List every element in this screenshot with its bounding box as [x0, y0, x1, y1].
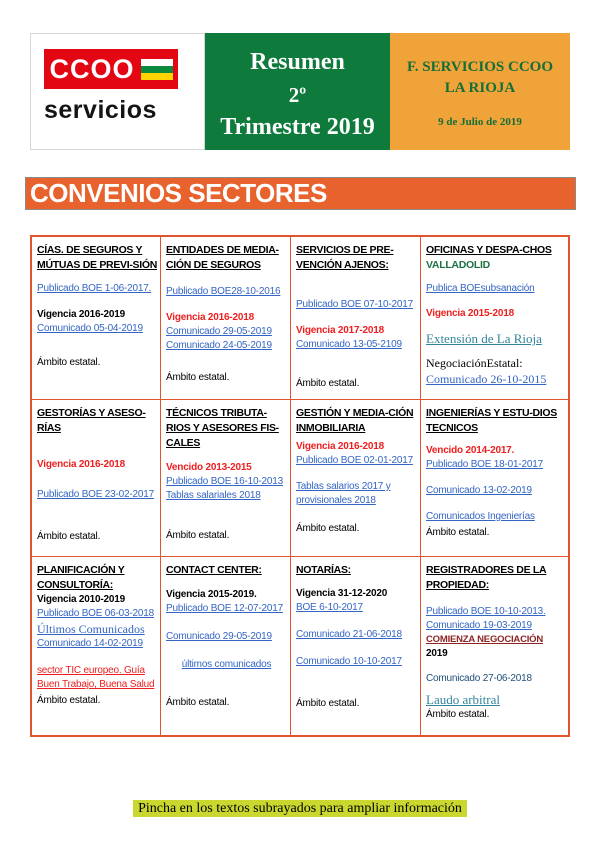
spacer	[426, 436, 565, 444]
convenio-link[interactable]: Publicado BOE 18-01-2017	[426, 459, 543, 470]
ambito-label: Ámbito estatal.	[296, 523, 360, 534]
sector-heading: GESTORÍAS Y ASESO-RÍAS	[37, 407, 146, 434]
vigencia-status: Vencido 2013-2015	[166, 462, 252, 473]
ccoo-logo	[44, 49, 178, 89]
spacer	[37, 336, 157, 356]
spacer	[166, 616, 287, 630]
la-rioja-flag-icon	[141, 56, 173, 82]
sector-cell-contact-center	[161, 557, 291, 735]
spacer	[166, 299, 287, 311]
spacer	[426, 273, 565, 282]
sector-cell-ingenierias-estudios-tecnicos	[421, 400, 568, 557]
vigencia-text: Vigencia 2016-2019	[37, 309, 125, 320]
spacer	[37, 502, 157, 530]
sector-heading: CÍAS. DE SEGUROS Y MÚTUAS DE PREVI-SIÓN	[37, 244, 158, 271]
convenio-link[interactable]: Comunicado 13-05-2109	[296, 339, 402, 350]
spacer	[166, 353, 287, 371]
spacer	[166, 273, 287, 285]
sector-cell-registradores-propiedad	[421, 557, 568, 735]
ambito-label: Ámbito estatal.	[37, 695, 101, 706]
negociacion-label: NegociaciónEstatal:	[426, 356, 523, 370]
sector-cell-gestion-mediacion-inmobiliaria	[291, 400, 421, 557]
sector-heading-text: OFICINAS Y DESPA-CHOS	[426, 244, 552, 256]
convenio-link[interactable]: subsanación	[480, 283, 535, 294]
convenio-link[interactable]: Publicado BOE 23-02-2017	[37, 489, 154, 500]
spacer	[37, 436, 157, 458]
sector-cell-gestorias-asesorias	[32, 400, 161, 557]
org-name-line: LA RIOJA	[444, 80, 516, 96]
sector-cell-planificacion-consultoria	[32, 557, 161, 735]
sector-cell-oficinas-despachos	[421, 237, 568, 400]
ambito-label: Ámbito estatal.	[426, 527, 490, 538]
spacer	[37, 273, 157, 282]
spacer	[296, 669, 417, 697]
ambito-label: Ámbito estatal.	[166, 372, 230, 383]
convenio-link[interactable]: Comunicado 05-04-2019	[37, 323, 143, 334]
spacer	[426, 347, 565, 356]
convenio-link[interactable]: Comunicado 26-10-2015	[426, 372, 547, 386]
spacer	[166, 672, 287, 696]
sector-heading: SERVICIOS DE PRE-VENCIÓN AJENOS:	[296, 244, 394, 271]
sector-cell-cias-seguros	[32, 237, 161, 400]
convenio-link[interactable]: Últimos Comunicados	[37, 622, 145, 636]
ambito-label: Ámbito estatal.	[166, 697, 230, 708]
sector-heading: GESTIÓN Y MEDIA-CIÓN INMOBILIARIA	[296, 407, 414, 434]
footer	[0, 801, 600, 817]
vigencia-text: Vigencia 2015-2019.	[166, 589, 257, 600]
spacer	[426, 661, 565, 672]
header-summary-box	[205, 33, 390, 150]
cell-text: 2019	[426, 648, 448, 659]
convenio-link[interactable]: BOE 6-10-2017	[296, 602, 363, 613]
ambito-label: Ámbito estatal.	[296, 698, 360, 709]
convenio-link[interactable]: Publicado BOE 10-10-2013.	[426, 606, 546, 617]
ambito-label: Ámbito estatal.	[166, 530, 230, 541]
vigencia-status: Vigencia 2016-2018	[166, 312, 254, 323]
vigencia-status: Vigencia 2015-2018	[426, 308, 514, 319]
convenio-link[interactable]: Publicado BOE 16-10-2013	[166, 476, 283, 487]
vigencia-status: Vigencia 2016-2018	[296, 441, 384, 452]
table-row	[32, 400, 568, 557]
spacer	[296, 312, 417, 324]
sector-location-label: VALLADOLID	[426, 259, 490, 271]
ambito-label: Ámbito estatal.	[296, 378, 360, 389]
spacer	[296, 352, 417, 377]
ccoo-logo-text: CCOO	[49, 53, 135, 84]
sector-heading: TÉCNICOS TRIBUTA-RIOS Y ASESORES FIS-CALES	[166, 407, 279, 449]
sector-cell-entidades-mediacion-seguros	[161, 237, 291, 400]
spacer	[296, 273, 417, 298]
table-row	[32, 557, 568, 735]
convenio-link[interactable]: Comunicado 13-02-2019	[426, 485, 532, 496]
sector-cell-servicios-prevencion-ajenos	[291, 237, 421, 400]
sector-heading	[426, 243, 565, 273]
ccoo-logo-subtitle: servicios	[44, 96, 157, 124]
ambito-label[interactable]	[426, 633, 565, 661]
vigencia-status: Vigencia 2017-2018	[296, 325, 384, 336]
spacer	[426, 593, 565, 605]
spacer	[166, 503, 287, 529]
spacer	[296, 468, 417, 480]
convenio-link[interactable]: últimos comunicados	[181, 659, 272, 670]
convenio-link[interactable]: Publicado BOE 07-10-2017	[296, 299, 413, 310]
convenio-link[interactable]: Publicado BOE 12-07-2017	[166, 603, 283, 614]
convenio-link[interactable]: Publicado BOE 02-01-2017	[296, 455, 413, 466]
sector-heading: CONTACT CENTER:	[166, 564, 262, 576]
convenio-link[interactable]: COMIENZA NEGOCIACIÓN	[426, 634, 544, 645]
convenio-link[interactable]: Laudo arbitral	[426, 692, 500, 707]
summary-line: 2º	[288, 83, 307, 107]
convenio-link[interactable]: Publica BOE	[426, 283, 481, 294]
footer-note: Pincha en los textos subrayados para ampliar información	[133, 800, 467, 817]
sector-heading: INGENIERÍAS Y ESTU-DIOS TECNICOS	[426, 407, 557, 434]
sector-heading: ENTIDADES DE MEDIA-CIÓN DE SEGUROS	[166, 244, 279, 271]
vigencia-text: Vigencia 2010-2019	[37, 594, 125, 605]
convenio-link[interactable]: Comunicado 10-10-2017	[296, 656, 402, 667]
convenio-link[interactable]: Comunicado 14-02-2019	[37, 638, 143, 649]
vigencia-text: Vigencia 31-12-2020	[296, 588, 388, 599]
spacer	[166, 451, 287, 461]
spacer	[426, 296, 565, 307]
vigencia-status: Vigencia 2016-2018	[37, 459, 125, 470]
table-row	[32, 237, 568, 400]
sector-cell-tecnicos-tributarios	[161, 400, 291, 557]
spacer	[296, 578, 417, 587]
convenio-link[interactable]: Comunicado 29-05-2019	[166, 631, 272, 642]
convenio-link[interactable]: Publicado BOE 1-06-2017.	[37, 283, 152, 294]
ambito-label: Ámbito estatal.	[426, 709, 490, 720]
convenio-link[interactable]: Tablas salarios 2017 y provisionales 2018	[296, 481, 391, 506]
ambito-label: Ámbito estatal.	[37, 357, 101, 368]
comunicado-text: Comunicado 27-06-2018	[426, 673, 532, 684]
convenio-link[interactable]: Extensión de La Rioja	[426, 331, 542, 346]
convenio-link[interactable]: Publicado BOE28-10-2016	[166, 286, 281, 297]
spacer	[37, 296, 157, 308]
sector-heading: PLANIFICACIÓN Y CONSULTORÍA:	[37, 564, 125, 591]
spacer	[37, 472, 157, 488]
spacer	[426, 321, 565, 330]
convenios-table	[30, 235, 570, 737]
page-header	[30, 33, 570, 150]
spacer	[296, 642, 417, 655]
page-title: CONVENIOS SECTORES	[25, 177, 576, 210]
summary-line: Trimestre 2019	[220, 114, 375, 140]
sector-cell-notarias	[291, 557, 421, 735]
header-org-box	[390, 33, 570, 150]
spacer	[426, 472, 565, 484]
spacer	[296, 615, 417, 628]
logo-panel	[30, 33, 205, 150]
spacer	[166, 578, 287, 588]
spacer	[37, 651, 157, 664]
convenio-link[interactable]: Comunicado 24-05-2019	[166, 340, 272, 351]
spacer	[296, 508, 417, 522]
convenio-link[interactable]: Comunicados Ingenierías	[426, 511, 535, 522]
sector-heading: NOTARÍAS:	[296, 564, 351, 576]
ambito-label: Ámbito estatal.	[37, 531, 101, 542]
sector-heading: REGISTRADORES DE LA PROPIEDAD:	[426, 564, 547, 591]
issue-date: 9 de Julio de 2019	[438, 116, 522, 128]
ambito-label[interactable]	[426, 282, 565, 296]
convenio-link[interactable]: Comunicado 21-06-2018	[296, 629, 402, 640]
spacer	[426, 498, 565, 510]
convenio-link[interactable]: Publicado BOE 06-03-2018	[37, 608, 154, 619]
org-name-line: F. SERVICIOS CCOO	[406, 59, 554, 75]
convenio-link[interactable]: Tablas salariales 2018	[166, 490, 261, 501]
convenio-link[interactable]: sector TIC europeo. Guía Buen Trabajo, Buena Salud	[37, 665, 155, 690]
spacer	[166, 644, 287, 658]
convenio-link[interactable]: Comunicado 19-03-2019	[426, 620, 532, 631]
summary-line: Resumen	[250, 49, 345, 75]
vigencia-status: Vencido 2014-2017.	[426, 445, 515, 456]
convenio-link[interactable]: Comunicado 29-05-2019	[166, 326, 272, 337]
